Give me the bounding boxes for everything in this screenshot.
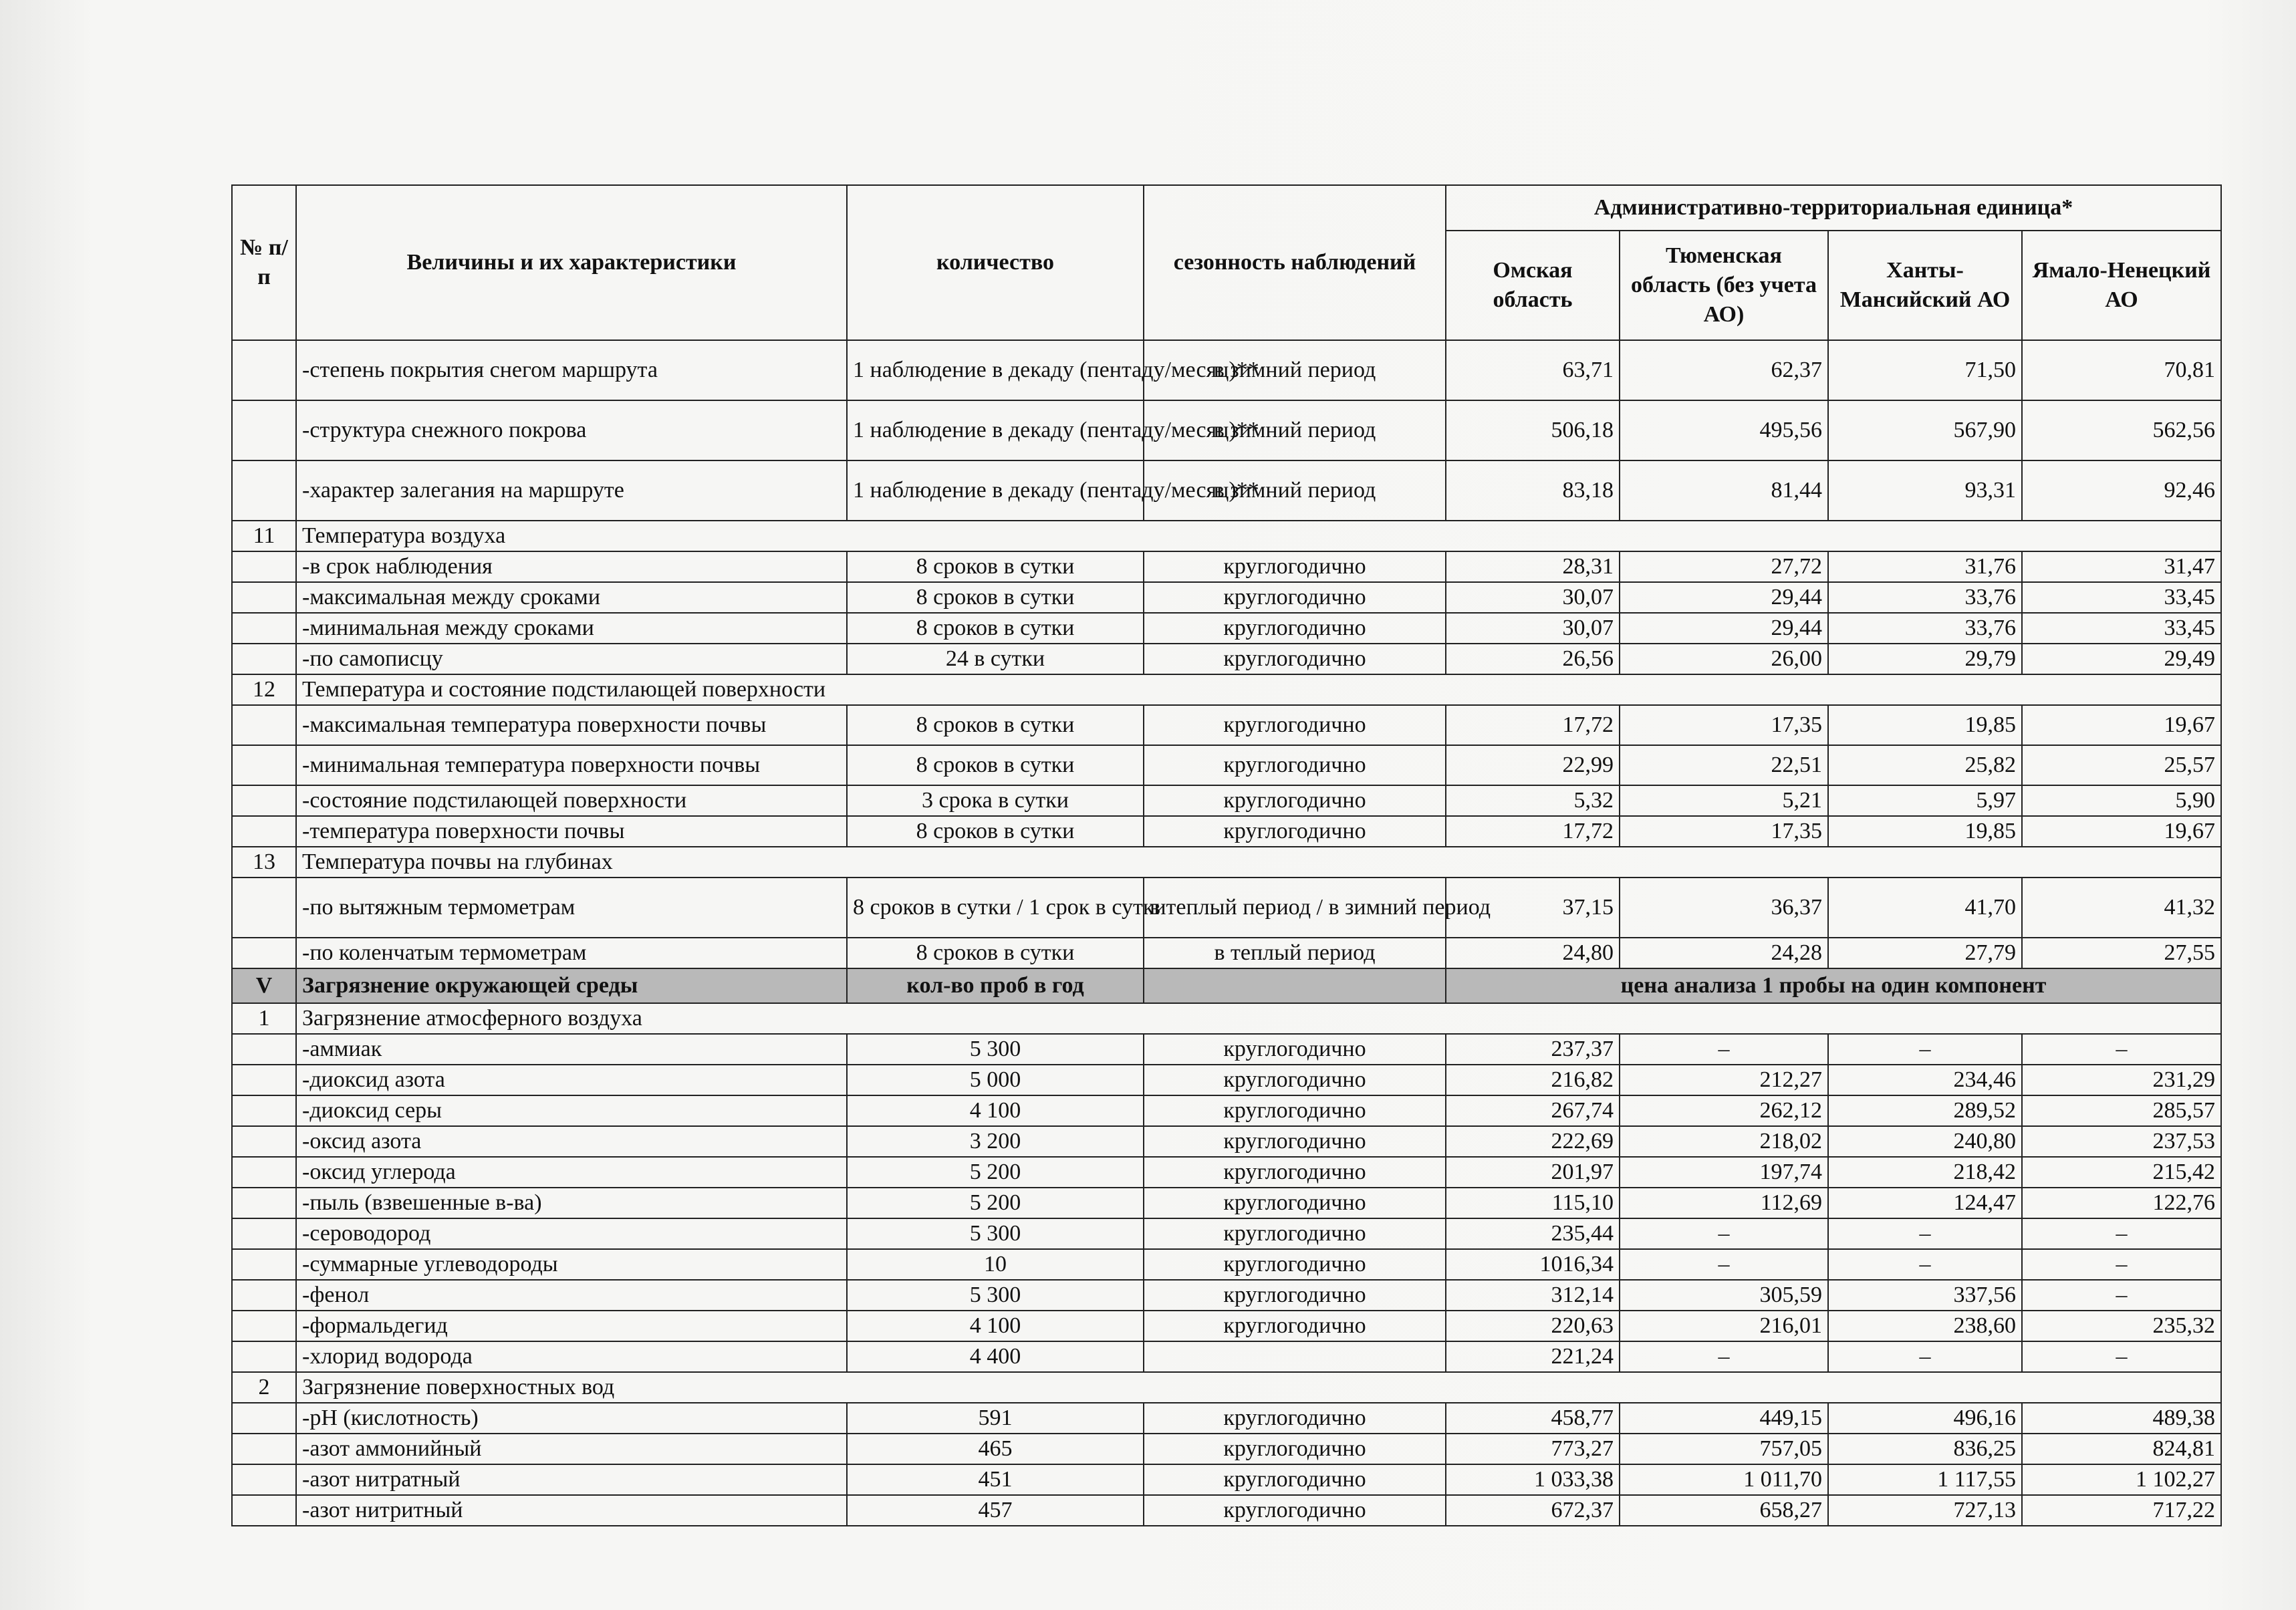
row-value: 27,55 [2022, 938, 2221, 968]
row-number-empty [232, 938, 296, 968]
row-value: 29,44 [1620, 582, 1828, 613]
row-season: в зимний период [1144, 340, 1446, 400]
table-row [232, 460, 2221, 521]
table-row [232, 705, 2221, 745]
row-number-empty [232, 1034, 296, 1065]
row-number-empty [232, 1095, 296, 1126]
row-value: 567,90 [1828, 400, 2022, 460]
row-value: 124,47 [1828, 1188, 2022, 1218]
row-season: в теплый период [1144, 938, 1446, 968]
row-value: – [2022, 1034, 2221, 1065]
row-number-empty [232, 1464, 296, 1495]
row-season: круглогодично [1144, 582, 1446, 613]
row-value: 70,81 [2022, 340, 2221, 400]
row-value: – [1620, 1249, 1828, 1280]
row-value: 25,82 [1828, 745, 2022, 785]
section-qty-label: кол-во проб в год [847, 968, 1144, 1003]
row-quantity: 8 сроков в сутки [847, 938, 1144, 968]
row-number-empty [232, 1341, 296, 1372]
row-value: 31,76 [1828, 551, 2022, 582]
row-label: -характер залегания на маршруте [296, 460, 847, 521]
table-row [232, 1311, 2221, 1341]
row-season: круглогодично [1144, 745, 1446, 785]
row-quantity: 4 400 [847, 1341, 1144, 1372]
row-value: 238,60 [1828, 1311, 2022, 1341]
row-season: круглогодично [1144, 551, 1446, 582]
row-value: 1 033,38 [1446, 1464, 1620, 1495]
row-value: 836,25 [1828, 1434, 2022, 1464]
header-admin-unit: Административно-территориальная единица* [1446, 185, 2221, 231]
row-value: 122,76 [2022, 1188, 2221, 1218]
row-value: 216,01 [1620, 1311, 1828, 1341]
row-value: 22,51 [1620, 745, 1828, 785]
row-value: 17,72 [1446, 816, 1620, 847]
row-value: 1016,34 [1446, 1249, 1620, 1280]
row-quantity: 10 [847, 1249, 1144, 1280]
row-value: 312,14 [1446, 1280, 1620, 1311]
row-value: 92,46 [2022, 460, 2221, 521]
row-label: -состояние подстилающей поверхности [296, 785, 847, 816]
row-season: круглогодично [1144, 1464, 1446, 1495]
row-value: 93,31 [1828, 460, 2022, 521]
row-number-empty [232, 613, 296, 644]
row-number-empty [232, 785, 296, 816]
row-value: 29,49 [2022, 644, 2221, 674]
row-value: 1 102,27 [2022, 1464, 2221, 1495]
row-quantity: 8 сроков в сутки [847, 613, 1144, 644]
row-label: -хлорид водорода [296, 1341, 847, 1372]
row-value: 5,21 [1620, 785, 1828, 816]
row-season: круглогодично [1144, 1126, 1446, 1157]
row-quantity: 4 100 [847, 1311, 1144, 1341]
row-value: 81,44 [1620, 460, 1828, 521]
row-season: круглогодично [1144, 1311, 1446, 1341]
table-row [232, 1034, 2221, 1065]
header-season: сезонность наблюдений [1144, 185, 1446, 340]
row-season: в зимний период [1144, 400, 1446, 460]
row-value: 83,18 [1446, 460, 1620, 521]
row-label: -фенол [296, 1280, 847, 1311]
row-label: -оксид углерода [296, 1157, 847, 1188]
row-label: -температура поверхности почвы [296, 816, 847, 847]
row-value: 41,70 [1828, 878, 2022, 938]
row-value: 289,52 [1828, 1095, 2022, 1126]
row-number-empty [232, 1188, 296, 1218]
group-title-row [232, 521, 2221, 551]
row-value: 71,50 [1828, 340, 2022, 400]
row-value: 33,76 [1828, 613, 2022, 644]
row-value: 212,27 [1620, 1065, 1828, 1095]
table-row [232, 340, 2221, 400]
row-label: -суммарные углеводороды [296, 1249, 847, 1280]
row-label: -минимальная температура поверхности почвы [296, 745, 847, 785]
row-value: 221,24 [1446, 1341, 1620, 1372]
row-value: 773,27 [1446, 1434, 1620, 1464]
row-value: 267,74 [1446, 1095, 1620, 1126]
row-value: 26,56 [1446, 644, 1620, 674]
row-season: в теплый период / в зимний период [1144, 878, 1446, 938]
table-row [232, 1095, 2221, 1126]
table-row [232, 1341, 2221, 1372]
row-value: 235,44 [1446, 1218, 1620, 1249]
row-value: 37,15 [1446, 878, 1620, 938]
row-number: 12 [232, 674, 296, 705]
row-label: -минимальная между сроками [296, 613, 847, 644]
header-region: Ханты-Мансийский АО [1828, 231, 2022, 340]
row-value: 285,57 [2022, 1095, 2221, 1126]
row-quantity: 5 300 [847, 1280, 1144, 1311]
row-value: 757,05 [1620, 1434, 1828, 1464]
row-season: круглогодично [1144, 785, 1446, 816]
row-number: 13 [232, 847, 296, 878]
row-value: 17,35 [1620, 705, 1828, 745]
row-number-empty [232, 705, 296, 745]
row-value: 31,47 [2022, 551, 2221, 582]
row-number-empty [232, 1434, 296, 1464]
row-value: – [2022, 1280, 2221, 1311]
row-season [1144, 1341, 1446, 1372]
row-label: -максимальная между сроками [296, 582, 847, 613]
table-row [232, 1188, 2221, 1218]
table-row [232, 1126, 2221, 1157]
row-value: 496,16 [1828, 1403, 2022, 1434]
row-label: -формальдегид [296, 1311, 847, 1341]
row-number-empty [232, 1249, 296, 1280]
row-value: – [1828, 1034, 2022, 1065]
row-value: 506,18 [1446, 400, 1620, 460]
row-value: – [1620, 1034, 1828, 1065]
group-title: Загрязнение атмосферного воздуха [296, 1003, 2221, 1034]
row-value: 63,71 [1446, 340, 1620, 400]
row-value: 218,02 [1620, 1126, 1828, 1157]
row-value: 33,76 [1828, 582, 2022, 613]
row-season: круглогодично [1144, 613, 1446, 644]
table-row [232, 1065, 2221, 1095]
row-value: 33,45 [2022, 613, 2221, 644]
row-value: 197,74 [1620, 1157, 1828, 1188]
row-value: 824,81 [2022, 1434, 2221, 1464]
row-quantity: 591 [847, 1403, 1144, 1434]
header-num: № п/п [232, 185, 296, 340]
table-row [232, 1434, 2221, 1464]
row-number-empty [232, 340, 296, 400]
row-number-empty [232, 1218, 296, 1249]
row-value: 658,27 [1620, 1495, 1828, 1526]
row-season: круглогодично [1144, 644, 1446, 674]
row-value: – [1620, 1341, 1828, 1372]
row-quantity: 5 200 [847, 1188, 1144, 1218]
row-number-empty [232, 816, 296, 847]
row-value: 5,32 [1446, 785, 1620, 816]
table-row [232, 582, 2221, 613]
group-title: Температура воздуха [296, 521, 2221, 551]
row-label: -азот аммонийный [296, 1434, 847, 1464]
row-number-empty [232, 1157, 296, 1188]
row-value: – [2022, 1249, 2221, 1280]
row-quantity: 8 сроков в сутки [847, 816, 1144, 847]
row-value: 19,67 [2022, 705, 2221, 745]
row-value: 27,72 [1620, 551, 1828, 582]
row-value: – [1828, 1249, 2022, 1280]
row-quantity: 5 300 [847, 1034, 1144, 1065]
row-quantity: 3 срока в сутки [847, 785, 1144, 816]
tariff-table [231, 184, 2222, 1526]
row-season: круглогодично [1144, 1434, 1446, 1464]
row-value: 1 117,55 [1828, 1464, 2022, 1495]
table-row [232, 1403, 2221, 1434]
row-value: 17,72 [1446, 705, 1620, 745]
header-values: Величины и их характеристики [296, 185, 847, 340]
row-value: 24,80 [1446, 938, 1620, 968]
row-number-empty [232, 582, 296, 613]
row-number-empty [232, 1280, 296, 1311]
row-label: -степень покрытия снегом маршрута [296, 340, 847, 400]
row-number-empty [232, 1311, 296, 1341]
table-row [232, 551, 2221, 582]
header-quantity: количество [847, 185, 1144, 340]
row-value: 240,80 [1828, 1126, 2022, 1157]
row-label: -оксид азота [296, 1126, 847, 1157]
section-price-label: цена анализа 1 пробы на один компонент [1446, 968, 2221, 1003]
row-value: 29,79 [1828, 644, 2022, 674]
row-value: 19,85 [1828, 705, 2022, 745]
group-title-row [232, 847, 2221, 878]
row-label: -по самописцу [296, 644, 847, 674]
section-header-row [232, 968, 2221, 1003]
row-season: круглогодично [1144, 1157, 1446, 1188]
row-number: 11 [232, 521, 296, 551]
row-quantity: 8 сроков в сутки [847, 745, 1144, 785]
section-title: Загрязнение окружающей среды [296, 968, 847, 1003]
row-value: 30,07 [1446, 613, 1620, 644]
row-label: -по вытяжным термометрам [296, 878, 847, 938]
row-value: 5,97 [1828, 785, 2022, 816]
row-quantity: 451 [847, 1464, 1144, 1495]
row-value: 19,67 [2022, 816, 2221, 847]
row-season: круглогодично [1144, 1065, 1446, 1095]
row-value: 231,29 [2022, 1065, 2221, 1095]
group-title-row [232, 674, 2221, 705]
row-value: 305,59 [1620, 1280, 1828, 1311]
row-label: -аммиак [296, 1034, 847, 1065]
row-number: 2 [232, 1372, 296, 1403]
row-label: -структура снежного покрова [296, 400, 847, 460]
row-value: 218,42 [1828, 1157, 2022, 1188]
row-quantity: 3 200 [847, 1126, 1144, 1157]
row-quantity: 4 100 [847, 1095, 1144, 1126]
row-value: 112,69 [1620, 1188, 1828, 1218]
row-season: круглогодично [1144, 1403, 1446, 1434]
row-season: круглогодично [1144, 1249, 1446, 1280]
row-season: круглогодично [1144, 1188, 1446, 1218]
group-title-row [232, 1003, 2221, 1034]
row-value: – [1620, 1218, 1828, 1249]
row-season: круглогодично [1144, 1034, 1446, 1065]
table-row [232, 1218, 2221, 1249]
table-row [232, 644, 2221, 674]
group-title-row [232, 1372, 2221, 1403]
row-quantity: 5 000 [847, 1065, 1144, 1095]
row-season: в зимний период [1144, 460, 1446, 521]
row-value: 562,56 [2022, 400, 2221, 460]
row-value: 29,44 [1620, 613, 1828, 644]
header-region: Омская область [1446, 231, 1620, 340]
row-value: 495,56 [1620, 400, 1828, 460]
row-value: 36,37 [1620, 878, 1828, 938]
row-number-empty [232, 1065, 296, 1095]
row-value: 201,97 [1446, 1157, 1620, 1188]
table-row [232, 1464, 2221, 1495]
table-row [232, 1495, 2221, 1526]
row-label: -азот нитритный [296, 1495, 847, 1526]
row-value: 27,79 [1828, 938, 2022, 968]
table-row [232, 1280, 2221, 1311]
row-value: 220,63 [1446, 1311, 1620, 1341]
row-value: 672,37 [1446, 1495, 1620, 1526]
table-row [232, 878, 2221, 938]
row-label: -по коленчатым термометрам [296, 938, 847, 968]
row-number-empty [232, 551, 296, 582]
row-value: 30,07 [1446, 582, 1620, 613]
row-quantity: 24 в сутки [847, 644, 1144, 674]
section-num: V [232, 968, 296, 1003]
row-value: 727,13 [1828, 1495, 2022, 1526]
row-season: круглогодично [1144, 1280, 1446, 1311]
table-row [232, 816, 2221, 847]
row-value: 337,56 [1828, 1280, 2022, 1311]
row-value: 25,57 [2022, 745, 2221, 785]
row-quantity: 5 200 [847, 1157, 1144, 1188]
row-quantity: 1 наблюдение в декаду (пентаду/месяц)** [847, 340, 1144, 400]
row-value: 17,35 [1620, 816, 1828, 847]
row-value: 1 011,70 [1620, 1464, 1828, 1495]
row-label: -максимальная температура поверхности почвы [296, 705, 847, 745]
row-label: -диоксид азота [296, 1065, 847, 1095]
row-value: 115,10 [1446, 1188, 1620, 1218]
row-value: – [2022, 1341, 2221, 1372]
row-label: -pH (кислотность) [296, 1403, 847, 1434]
row-value: 235,32 [2022, 1311, 2221, 1341]
row-number-empty [232, 1126, 296, 1157]
row-value: 62,37 [1620, 340, 1828, 400]
row-quantity: 8 сроков в сутки [847, 705, 1144, 745]
row-label: -диоксид серы [296, 1095, 847, 1126]
row-quantity: 5 300 [847, 1218, 1144, 1249]
row-value: 237,53 [2022, 1126, 2221, 1157]
row-value: 262,12 [1620, 1095, 1828, 1126]
group-title: Температура и состояние подстилающей поверхности [296, 674, 2221, 705]
row-quantity: 8 сроков в сутки [847, 551, 1144, 582]
section-empty [1144, 968, 1446, 1003]
row-value: 33,45 [2022, 582, 2221, 613]
row-label: -в срок наблюдения [296, 551, 847, 582]
row-value: 24,28 [1620, 938, 1828, 968]
row-value: 717,22 [2022, 1495, 2221, 1526]
row-label: -азот нитратный [296, 1464, 847, 1495]
group-title: Загрязнение поверхностных вод [296, 1372, 2221, 1403]
table-row [232, 400, 2221, 460]
row-value: 215,42 [2022, 1157, 2221, 1188]
row-season: круглогодично [1144, 1218, 1446, 1249]
row-number-empty [232, 878, 296, 938]
row-value: 234,46 [1828, 1065, 2022, 1095]
row-number-empty [232, 1403, 296, 1434]
row-value: – [1828, 1218, 2022, 1249]
row-label: -сероводород [296, 1218, 847, 1249]
row-value: 449,15 [1620, 1403, 1828, 1434]
row-value: 28,31 [1446, 551, 1620, 582]
row-season: круглогодично [1144, 1095, 1446, 1126]
group-title: Температура почвы на глубинах [296, 847, 2221, 878]
row-season: круглогодично [1144, 816, 1446, 847]
row-label: -пыль (взвешенные в-ва) [296, 1188, 847, 1218]
row-quantity: 8 сроков в сутки / 1 срок в сутки [847, 878, 1144, 938]
table-row [232, 745, 2221, 785]
row-value: 26,00 [1620, 644, 1828, 674]
header-region: Тюменская область (без учета АО) [1620, 231, 1828, 340]
row-value: 41,32 [2022, 878, 2221, 938]
row-value: – [1828, 1341, 2022, 1372]
row-value: 5,90 [2022, 785, 2221, 816]
row-value: 19,85 [1828, 816, 2022, 847]
row-value: 222,69 [1446, 1126, 1620, 1157]
row-season: круглогодично [1144, 1495, 1446, 1526]
row-value: 237,37 [1446, 1034, 1620, 1065]
row-value: 489,38 [2022, 1403, 2221, 1434]
row-quantity: 1 наблюдение в декаду (пентаду/месяц)** [847, 400, 1144, 460]
row-value: 216,82 [1446, 1065, 1620, 1095]
row-quantity: 8 сроков в сутки [847, 582, 1144, 613]
row-number-empty [232, 400, 296, 460]
row-quantity: 465 [847, 1434, 1144, 1464]
row-number-empty [232, 460, 296, 521]
row-number-empty [232, 1495, 296, 1526]
table-row [232, 613, 2221, 644]
row-value: – [2022, 1218, 2221, 1249]
row-quantity: 1 наблюдение в декаду (пентаду/месяц)** [847, 460, 1144, 521]
table-row [232, 785, 2221, 816]
row-number-empty [232, 745, 296, 785]
row-quantity: 457 [847, 1495, 1144, 1526]
table-row [232, 1249, 2221, 1280]
table-row [232, 938, 2221, 968]
row-number: 1 [232, 1003, 296, 1034]
row-value: 458,77 [1446, 1403, 1620, 1434]
table-row [232, 1157, 2221, 1188]
row-value: 22,99 [1446, 745, 1620, 785]
row-number-empty [232, 644, 296, 674]
header-region: Ямало-Ненецкий АО [2022, 231, 2221, 340]
row-season: круглогодично [1144, 705, 1446, 745]
